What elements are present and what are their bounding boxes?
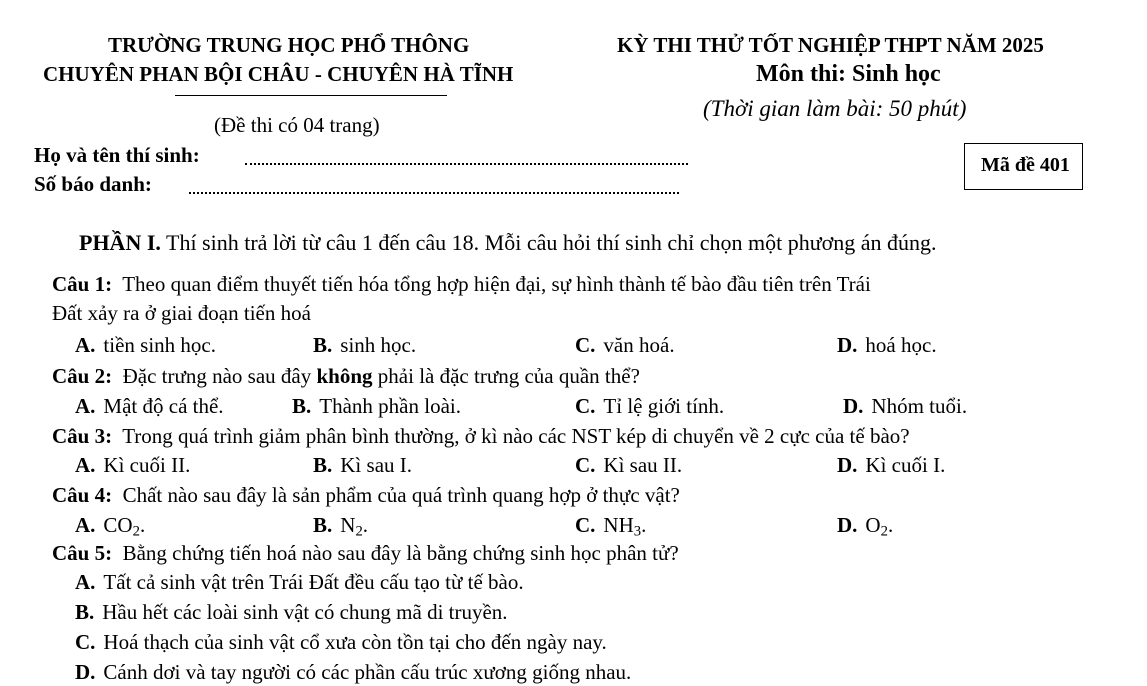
school-name-line2: CHUYÊN PHAN BỘI CHÂU - CHUYÊN HÀ TĨNH	[43, 62, 514, 86]
q1-option-a[interactable]	[75, 333, 216, 358]
question-5	[52, 541, 679, 566]
name-label: Họ và tên thí sinh:	[34, 143, 200, 167]
part1-intro	[79, 230, 937, 256]
pages-note: (Đề thi có 04 trang)	[214, 113, 380, 137]
q4-option-a[interactable]	[75, 513, 145, 538]
formula-end: .	[139, 513, 146, 537]
school-name-line1: TRƯỜNG TRUNG HỌC PHỔ THÔNG	[108, 33, 470, 57]
q1-option-c[interactable]	[575, 333, 675, 358]
question-3	[52, 424, 910, 449]
duration: (Thời gian làm bài: 50 phút)	[703, 96, 967, 121]
option-letter: A.	[75, 453, 96, 477]
option-letter: D.	[837, 333, 858, 357]
option-letter: B.	[313, 453, 333, 477]
formula-subscript: 3	[633, 523, 642, 540]
option-letter: C.	[575, 394, 596, 418]
q2-option-d[interactable]	[843, 394, 967, 419]
formula-base: N	[340, 513, 356, 537]
question-label: Câu 2:	[52, 364, 113, 388]
option-text: văn hoá.	[603, 333, 675, 357]
option-text: sinh học.	[340, 333, 417, 357]
formula-end: .	[887, 513, 894, 537]
option-letter: C.	[575, 513, 596, 537]
q4-option-c[interactable]	[575, 513, 646, 538]
option-text: Tất cả sinh vật trên Trái Đất đều cấu tạo từ tế bào.	[103, 570, 524, 594]
option-letter: D.	[837, 453, 858, 477]
option-text: Kì cuối II.	[103, 453, 191, 477]
formula-subscript: 2	[355, 523, 363, 540]
option-text: Cánh dơi và tay người có các phần cấu trúc xương giống nhau.	[103, 660, 632, 684]
q3-option-b[interactable]	[313, 453, 412, 478]
name-field[interactable]	[245, 163, 688, 165]
formula-base: CO	[103, 513, 133, 537]
option-letter: C.	[75, 630, 96, 654]
question-2	[52, 364, 640, 389]
part1-heading: PHẦN I.	[79, 230, 161, 255]
option-letter: B.	[292, 394, 312, 418]
option-letter: A.	[75, 333, 96, 357]
question-label: Câu 3:	[52, 424, 113, 448]
q5-option-c[interactable]	[75, 630, 607, 655]
option-letter: C.	[575, 333, 596, 357]
option-letter: A.	[75, 513, 96, 537]
option-letter: A.	[75, 394, 96, 418]
q4-option-d[interactable]	[837, 513, 893, 538]
option-letter: B.	[75, 600, 95, 624]
formula-end: .	[362, 513, 369, 537]
question-text: Đặc trưng nào sau đây	[122, 364, 312, 388]
q4-option-b[interactable]	[313, 513, 368, 538]
exam-code: Mã đề 401	[981, 154, 1070, 176]
question-text-end: phải là đặc trưng của quần thể?	[377, 364, 640, 388]
question-text: Trong quá trình giảm phân bình thường, ở kì nào các NST kép di chuyển về 2 cực của tế bào?	[122, 424, 910, 448]
formula-subscript: 2	[880, 523, 888, 540]
option-text: Thành phần loài.	[319, 394, 461, 418]
option-letter: B.	[313, 333, 333, 357]
option-text: tiền sinh học.	[103, 333, 216, 357]
q5-option-b[interactable]	[75, 600, 508, 625]
question-4	[52, 483, 680, 508]
question-label: Câu 5:	[52, 541, 113, 565]
q2-option-b[interactable]	[292, 394, 461, 419]
option-letter: B.	[313, 513, 333, 537]
option-text: Hầu hết các loài sinh vật có chung mã di truyền.	[102, 600, 508, 624]
question-1	[52, 272, 871, 297]
option-text: Mật độ cá thể.	[103, 394, 224, 418]
q3-option-a[interactable]	[75, 453, 190, 478]
formula-end: .	[641, 513, 647, 537]
option-text: Kì sau I.	[340, 453, 413, 477]
q2-option-c[interactable]	[575, 394, 724, 419]
question-text: Bằng chứng tiến hoá nào sau đây là bằng chứng sinh học phân tử?	[122, 541, 679, 565]
option-text: Tỉ lệ giới tính.	[603, 394, 725, 418]
q2-option-a[interactable]	[75, 394, 224, 419]
question-1-line2: Đất xảy ra ở giai đoạn tiến hoá	[52, 301, 311, 325]
option-text: hoá học.	[865, 333, 937, 357]
question-label: Câu 4:	[52, 483, 113, 507]
q1-option-b[interactable]	[313, 333, 416, 358]
option-letter: A.	[75, 570, 96, 594]
formula-subscript: 2	[132, 523, 140, 540]
q3-option-d[interactable]	[837, 453, 945, 478]
question-label: Câu 1:	[52, 272, 113, 296]
formula-base: NH	[603, 513, 634, 537]
option-text: Nhóm tuổi.	[871, 394, 968, 418]
q3-option-c[interactable]	[575, 453, 682, 478]
formula-base: O	[865, 513, 881, 537]
question-text: Chất nào sau đây là sản phẩm của quá trình quang hợp ở thực vật?	[122, 483, 680, 507]
option-text: Hoá thạch của sinh vật cổ xưa còn tồn tại cho đến ngày nay.	[103, 630, 607, 654]
part1-instructions: Thí sinh trả lời từ câu 1 đến câu 18. Mỗi câu hỏi thí sinh chỉ chọn một phương án đúng.	[166, 230, 937, 255]
option-letter: C.	[575, 453, 596, 477]
option-letter: D.	[837, 513, 858, 537]
question-emphasis: không	[316, 364, 373, 388]
option-text: Kì sau II.	[603, 453, 683, 477]
id-label: Số báo danh:	[34, 172, 152, 196]
subject: Môn thi: Sinh học	[756, 61, 941, 87]
option-letter: D.	[843, 394, 864, 418]
q1-option-d[interactable]	[837, 333, 937, 358]
option-text: Kì cuối I.	[865, 453, 946, 477]
q5-option-a[interactable]	[75, 570, 524, 595]
q5-option-d[interactable]	[75, 660, 631, 685]
option-letter: D.	[75, 660, 96, 684]
id-field[interactable]	[189, 192, 679, 194]
exam-title: KỲ THI THỬ TỐT NGHIỆP THPT NĂM 2025	[617, 33, 1044, 57]
question-text: Theo quan điểm thuyết tiến hóa tổng hợp hiện đại, sự hình thành tế bào đầu tiên trên Trái	[122, 272, 871, 296]
header-divider	[175, 95, 447, 96]
